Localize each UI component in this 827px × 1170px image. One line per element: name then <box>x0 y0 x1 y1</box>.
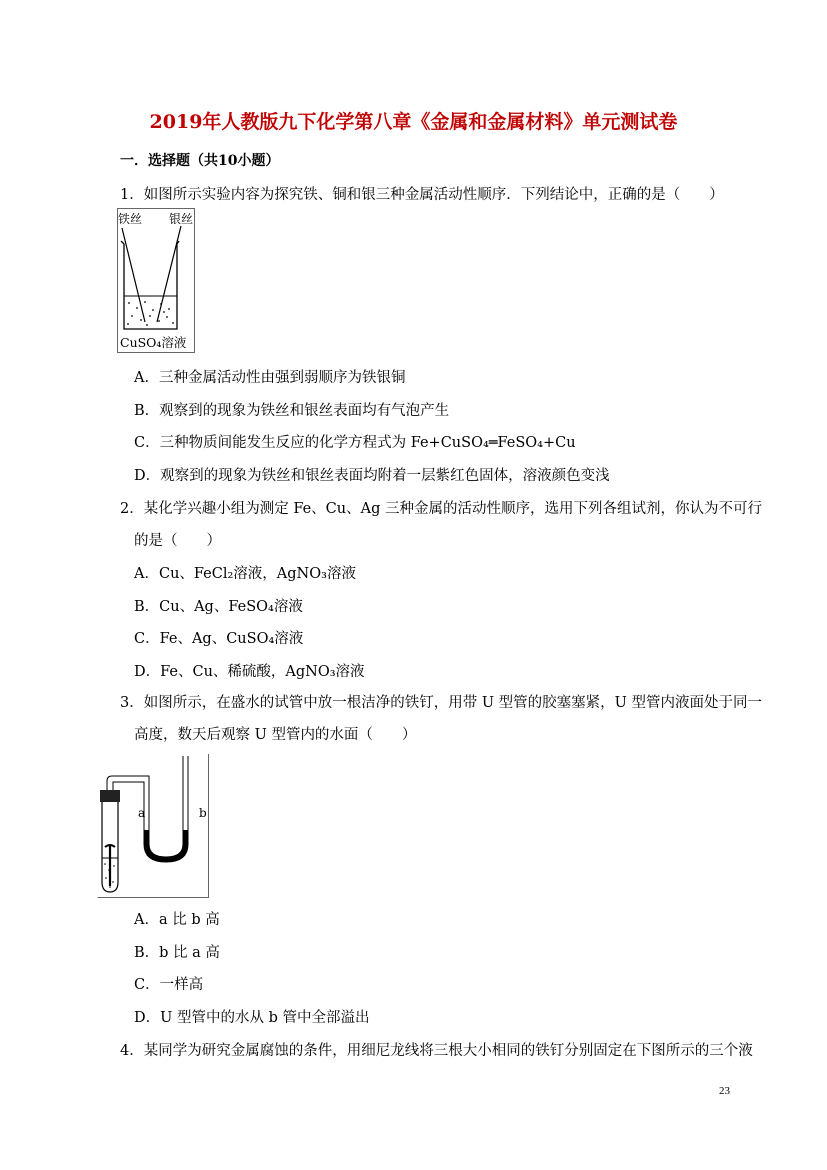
question-3-stem-line-2: 高度，数天后观察 U 型管内的水面（ ） <box>134 727 417 743</box>
question-2-option-b: B．Cu、Ag、FeSO₄溶液 <box>134 599 303 615</box>
question-1-option-a: A．三种金属活动性由强到弱顺序为铁银铜 <box>134 370 406 386</box>
solution-label: CuSO₄溶液 <box>120 335 187 350</box>
page-title: 2019年人教版九下化学第八章《金属和金属材料》单元测试卷 <box>149 111 678 133</box>
iron-wire-label: 铁丝 <box>118 212 143 226</box>
label-b: b <box>199 806 207 820</box>
section-heading: 一．选择题（共10小题） <box>120 153 280 169</box>
question-3-option-d: D．U 型管中的水从 b 管中全部溢出 <box>134 1010 370 1026</box>
question-3-figure <box>97 754 209 898</box>
question-1-stem: 1．如图所示实验内容为探究铁、铜和银三种金属活动性顺序．下列结论中，正确的是（ ） <box>120 187 724 203</box>
question-1-option-c: C．三种物质间能发生反应的化学方程式为 Fe+CuSO₄═FeSO₄+Cu <box>134 435 576 451</box>
question-2-option-a: A．Cu、FeCl₂溶液，AgNO₃溶液 <box>134 566 356 582</box>
question-1-figure <box>117 208 195 353</box>
question-2-option-d: D．Fe、Cu、稀硫酸，AgNO₃溶液 <box>134 664 365 680</box>
page-number: 23 <box>719 1085 730 1097</box>
silver-wire-label: 银丝 <box>169 212 194 226</box>
question-1-option-b: B．观察到的现象为铁丝和银丝表面均有气泡产生 <box>134 403 450 419</box>
question-2-stem-line-2: 的是（ ） <box>134 533 221 549</box>
question-3-option-a: A．a 比 b 高 <box>134 912 220 928</box>
label-a: a <box>138 806 146 820</box>
beaker-diagram <box>117 208 195 353</box>
question-3-option-c: C．一样高 <box>134 977 204 993</box>
u-tube-diagram <box>97 754 209 898</box>
question-1-option-d: D．观察到的现象为铁丝和银丝表面均附着一层紫红色固体，溶液颜色变浅 <box>134 468 610 484</box>
question-2-stem-line-1: 2．某化学兴趣小组为测定 Fe、Cu、Ag 三种金属的活动性顺序，选用下列各组试剂，你认为不可行 <box>120 501 762 517</box>
question-3-option-b: B．b 比 a 高 <box>134 945 220 961</box>
question-2-option-c: C．Fe、Ag、CuSO₄溶液 <box>134 631 304 647</box>
question-3-stem-line-1: 3．如图所示，在盛水的试管中放一根洁净的铁钉，用带 U 型管的胶塞塞紧，U 型管内液面处于同一 <box>120 695 762 711</box>
question-4-stem-line-1: 4．某同学为研究金属腐蚀的条件，用细尼龙线将三根大小相同的铁钉分别固定在下图所示的三个液 <box>120 1043 753 1059</box>
